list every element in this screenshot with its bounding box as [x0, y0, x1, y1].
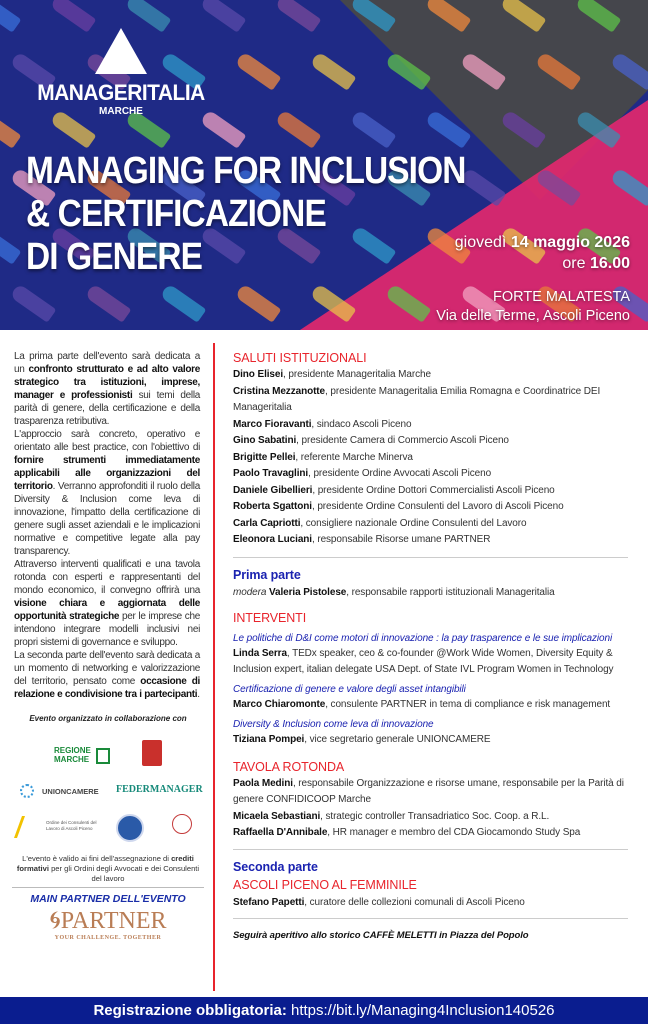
left-column — [12, 350, 204, 942]
regione-marche-emblem-icon — [96, 748, 110, 764]
intro-text: Attraverso interventi qualificati e una tavola rotonda con esperti e rappresentanti del mondo economico, il convegno offrirà una — [14, 559, 200, 596]
speaker-role: , responsabile Risorse umane PARTNER — [311, 534, 491, 545]
intro-text: L'approccio sarà concreto, operativo e orientato alle best practice, con l'obiettivo di — [14, 429, 200, 453]
column-divider — [213, 343, 215, 991]
intro-text: . — [197, 689, 200, 700]
speaker — [233, 732, 628, 748]
speaker-role: , referente Marche Minerva — [295, 451, 413, 463]
person-figure-icon — [235, 283, 282, 322]
hero-banner — [0, 0, 648, 330]
talk — [233, 682, 628, 713]
speaker-role: , consulente PARTNER in tema di compliance e risk management — [325, 698, 611, 710]
title-line: & CERTIFICAZIONE — [26, 193, 326, 235]
intro-paragraph — [14, 350, 200, 428]
person-figure-icon — [235, 51, 282, 90]
moderator-name: Valeria Pistolese — [269, 586, 347, 598]
partner-logo — [12, 908, 204, 934]
tavola-heading: TAVOLA ROTONDA — [233, 759, 345, 774]
speaker-name: Paolo Travaglini — [233, 468, 309, 479]
partner-swirl-icon: 🌀︎ — [49, 908, 61, 934]
speaker-name: Paola Medini — [233, 777, 293, 789]
talk-title: Le politiche di D&I come motori di innovazione : la pay trasparence e le sue implicazioni — [233, 632, 613, 644]
speaker-name: Stefano Papetti — [233, 896, 305, 908]
venue: FORTE MALATESTA — [493, 289, 630, 305]
speaker-name: Cristina Mezzanotte — [233, 385, 326, 397]
ordine-avvocati-seal-icon — [116, 814, 144, 842]
interventi-heading: INTERVENTI — [233, 610, 307, 625]
speaker — [233, 450, 628, 467]
divider — [233, 557, 628, 558]
talks-list — [233, 631, 628, 748]
divider — [233, 849, 628, 850]
moderator-role: , responsabile rapporti istituzionali Manageritalia — [346, 586, 555, 598]
intro-highlight: confronto strutturato e ad alto valore strategico tra istituzioni, imprese, manager e professionisti — [14, 364, 200, 401]
intro-text: sui temi della parità di genere, della certificazione e della trasparenza retributiva. — [14, 390, 201, 427]
speaker-name: Marco Chiaromonte — [233, 698, 326, 710]
credits-bold: crediti formativi — [16, 854, 194, 873]
intro-text: La seconda parte dell'evento sarà dedicata a un momento di networking e valorizzazione del territorio, pensato come — [14, 650, 200, 687]
person-figure-icon — [310, 51, 357, 90]
closing-note: Seguirà aperitivo allo storico CAFFÈ MELETTI in Piazza del Popolo — [233, 929, 529, 941]
registration-link[interactable]: https://bit.ly/Managing4Inclusion140526 — [286, 1002, 555, 1019]
credits-note — [12, 854, 204, 884]
tavola-list — [233, 776, 628, 842]
speaker-name: Carla Capriotti — [233, 517, 301, 529]
speaker-role: , vice segretario generale UNIONCAMERE — [304, 733, 491, 745]
speaker — [233, 466, 628, 483]
speaker — [233, 483, 628, 500]
speaker — [233, 776, 628, 809]
program — [233, 349, 628, 944]
person-figure-icon — [275, 109, 322, 148]
intro-text: per le imprese che intendono integrare modelli inclusivi nei propri sistemi di governance e sviluppo. — [14, 611, 200, 648]
event-details — [436, 232, 630, 326]
unioncamere-icon — [20, 784, 34, 798]
event-date: 14 maggio 2026 — [510, 234, 630, 251]
consulenti-lavoro-icon — [14, 816, 46, 838]
speaker-name: Raffaella D'Annibale — [233, 827, 328, 838]
main-partner-label: MAIN PARTNER DELL'EVENTO — [30, 893, 186, 905]
speaker — [233, 367, 628, 384]
speaker — [233, 516, 628, 533]
saluti-heading: SALUTI ISTITUZIONALI — [233, 351, 367, 365]
speaker-role: , sindaco Ascoli Piceno — [311, 418, 412, 430]
speaker-role: , presidente Ordine Dottori Commercialisti Ascoli Piceno — [312, 484, 555, 496]
speaker-role: , presidente Ordine Avvocati Ascoli Piceno — [308, 468, 492, 479]
speaker — [233, 646, 628, 678]
speaker — [233, 825, 628, 842]
title-line: DI GENERE — [26, 236, 203, 278]
province-crest-icon — [142, 740, 162, 766]
logo-name: MANAGERITALIA — [37, 80, 205, 105]
regione-marche-logo: REGIONE MARCHE — [54, 746, 91, 764]
event-title — [26, 150, 466, 279]
person-figure-icon — [350, 109, 397, 148]
prima-parte-heading: Prima parte — [233, 567, 301, 582]
moderator — [233, 584, 628, 601]
speaker-name: Eleonora Luciani — [233, 534, 312, 545]
speaker-name: Brigitte Pellei — [233, 451, 296, 463]
consulenti-lavoro-logo: Ordine dei Consulenti del Lavoro di Ascoli Piceno — [46, 820, 97, 831]
registration-label: Registrazione obbligatoria: — [93, 1002, 287, 1019]
intro-paragraph — [14, 649, 200, 701]
speaker-role: , presidente Manageritalia Marche — [283, 369, 431, 380]
address: Via delle Terme, Ascoli Piceno — [436, 308, 630, 324]
speaker-role: , presidente Manageritalia Emilia Romagna e Coordinatrice DEI Manageritalia — [233, 385, 601, 413]
intro-highlight: visione chiara e aggiornata delle opportunità strategiche — [14, 598, 200, 622]
intro-paragraph — [14, 558, 200, 649]
divider — [233, 918, 628, 919]
credits-text: per gli Ordini degli Avvocati e dei Consulenti del lavoro — [48, 864, 200, 883]
intro-text: . Verranno approfonditi il ruolo della Diversity & Inclusion come leva di innovazione, l'impatto della certificazione di genere sugli asset aziendali e le implicazioni normative e competitive legate alla pay transparency. — [14, 481, 200, 557]
speaker-name: Tiziana Pompei — [233, 733, 305, 745]
intro-text — [14, 350, 200, 701]
logo-triangle-icon — [95, 28, 147, 74]
talk-title: Certificazione di genere e valore degli asset intangibili — [233, 683, 466, 695]
speaker — [233, 894, 628, 911]
speaker — [233, 433, 628, 450]
person-figure-icon — [160, 283, 207, 322]
speaker — [233, 697, 628, 713]
person-figure-icon — [0, 0, 21, 33]
person-figure-icon — [10, 283, 57, 322]
speaker-name: Micaela Sebastiani — [233, 810, 321, 822]
seconda-subheading: ASCOLI PICENO AL FEMMINILE — [233, 877, 417, 892]
intro-highlight: occasione di relazione e condivisione tra i partecipanti — [14, 676, 200, 700]
speaker-role: , curatore delle collezioni comunali di Ascoli Piceno — [304, 896, 525, 908]
saluti-list — [233, 367, 628, 549]
credits-text: L'evento è valido ai fini dell'assegnazione di — [22, 854, 172, 863]
speaker-name: Gino Sabatini — [233, 435, 297, 446]
speaker — [233, 532, 628, 549]
date-prefix: giovedì — [454, 234, 511, 251]
speaker-role: , responsabile Organizzazione e risorse umane, responsabile per la Parità di genere CONFIDICOOP Marche — [233, 777, 624, 805]
partner-name: PARTNER — [60, 908, 167, 934]
speaker — [233, 499, 628, 516]
moderator-prefix: modera — [233, 586, 269, 598]
event-time: 16.00 — [589, 255, 630, 272]
commercialisti-seal-icon — [172, 814, 192, 834]
person-figure-icon — [0, 225, 21, 264]
speaker-name: Roberta Sgattoni — [233, 501, 312, 512]
person-figure-icon — [275, 0, 322, 33]
talk — [233, 717, 628, 748]
speaker-name: Linda Serra — [233, 647, 287, 659]
speaker-role: , consigliere nazionale Ordine Consulenti del Lavoro — [300, 517, 527, 529]
speaker-role: , presidente Camera di Commercio Ascoli Piceno — [296, 435, 509, 446]
speaker-name: Marco Fioravanti — [233, 418, 312, 430]
manageritalia-logo — [26, 28, 216, 117]
speaker-name: Dino Elisei — [233, 369, 284, 380]
speaker-role: , presidente Ordine Consulenti del Lavoro di Ascoli Piceno — [311, 501, 564, 512]
title-line: MANAGING FOR INCLUSION — [26, 150, 466, 192]
intro-text: La prima parte dell'evento sarà dedicata a un — [14, 351, 200, 375]
person-figure-icon — [0, 109, 21, 148]
divider — [12, 887, 204, 888]
speaker-name: Daniele Gibellieri — [233, 484, 313, 496]
speaker — [233, 417, 628, 434]
logo-region: MARCHE — [99, 106, 143, 117]
speaker — [233, 809, 628, 826]
talk-title: Diversity & Inclusion come leva di innovazione — [233, 718, 434, 730]
speaker-role: , HR manager e membro del CDA Giocamondo Study Spa — [327, 827, 581, 838]
person-figure-icon — [460, 167, 507, 206]
unioncamere-logo: UNIONCAMERE — [42, 787, 99, 796]
speaker-role: , TEDx speaker, ceo & co-founder @Work Wide Women, Diversity Equity & Inclusion expert, italian delegate USA Dept. of State IVL Program Women in Technology — [233, 647, 614, 675]
time-prefix: ore — [562, 255, 590, 272]
intro-paragraph — [14, 428, 200, 558]
registration-bar[interactable] — [0, 997, 648, 1024]
speaker-role: , strategic controller Transadriatico Soc. Coop. a R.L. — [320, 810, 550, 822]
partner-logos — [12, 728, 204, 852]
partner-tagline: YOUR CHALLENGE. TOGETHER — [54, 935, 162, 941]
person-figure-icon — [85, 283, 132, 322]
intro-highlight: fornire strumenti immediatamente applicabili alle organizzazioni del territorio — [14, 455, 200, 492]
federmanager-logo: FEDERMANAGER — [116, 784, 203, 795]
talk — [233, 631, 628, 678]
seconda-parte-heading: Seconda parte — [233, 859, 318, 874]
collaboration-label: Evento organizzato in collaborazione con — [29, 714, 187, 723]
speaker — [233, 384, 628, 417]
